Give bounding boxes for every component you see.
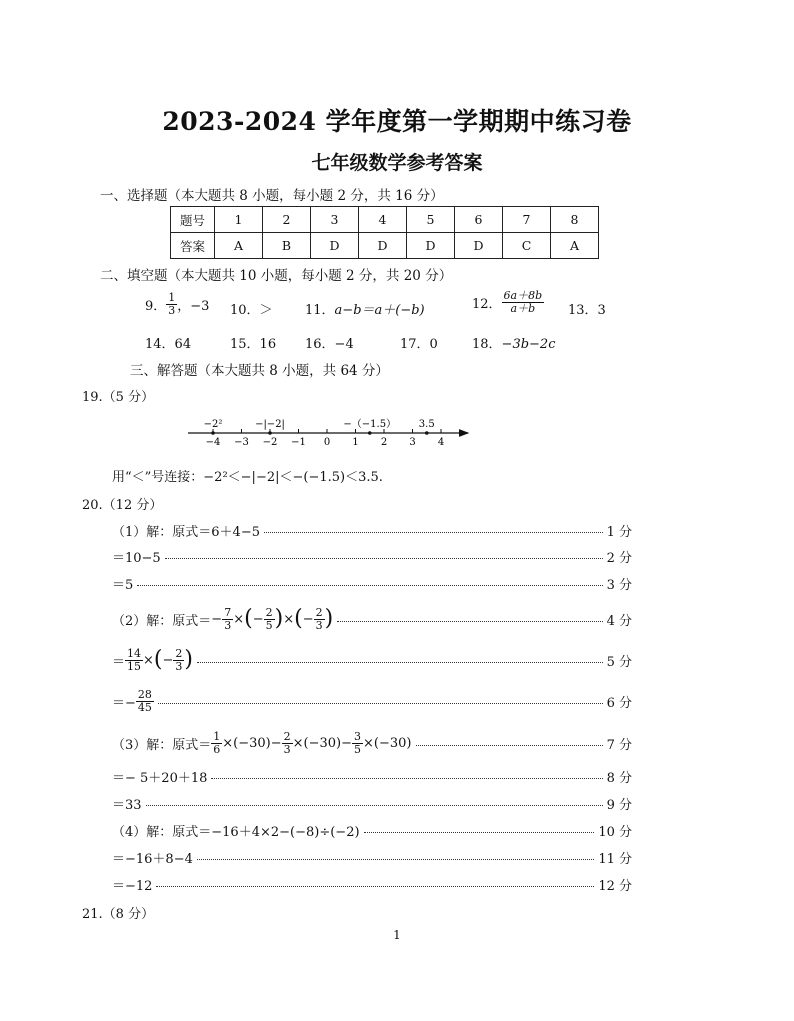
- dot-leader: [197, 662, 603, 663]
- score: 10 分: [598, 824, 632, 840]
- number-line-point: [368, 431, 372, 435]
- q20-step-7: [112, 728, 632, 758]
- denominator: 6: [213, 742, 221, 756]
- denominator: a＋b: [510, 302, 536, 315]
- answer-table: [170, 206, 599, 259]
- score: 6 分: [606, 695, 632, 711]
- fraction: [502, 290, 545, 315]
- q20-step-8: [112, 766, 632, 786]
- table-cell: D: [311, 233, 359, 259]
- page-subtitle: 七年级数学参考答案: [311, 152, 483, 174]
- table-header-cell: 题号: [171, 207, 215, 233]
- dot-leader: [337, 621, 602, 622]
- denominator: 5: [354, 742, 362, 756]
- table-header-cell: 答案: [171, 233, 215, 259]
- step-text: （1）解：原式＝6＋4−5: [112, 524, 260, 540]
- fraction: [352, 731, 363, 756]
- fill-q10: [230, 299, 273, 318]
- q20-step-3: [112, 573, 632, 593]
- numerator: 6a＋8b: [503, 289, 543, 302]
- q20-step-5: [112, 645, 632, 675]
- fill-q18: [472, 333, 555, 352]
- q21-label: 21.（8 分）: [82, 907, 155, 922]
- denominator: 3: [175, 659, 183, 673]
- fraction: [264, 607, 275, 632]
- fraction: [173, 648, 184, 673]
- table-cell: B: [263, 233, 311, 259]
- denominator: 45: [137, 700, 152, 714]
- q-label: 16．: [305, 337, 335, 352]
- score: 7 分: [606, 737, 632, 753]
- numerator: 28: [137, 687, 152, 701]
- step-prefix: ＝: [112, 654, 126, 670]
- expr-part: ×(−30)−: [222, 735, 282, 751]
- step-text: ＝5: [112, 577, 134, 593]
- q-label: 10．: [230, 303, 260, 318]
- number-line-tick-label: −3: [234, 437, 249, 448]
- section-1-heading: 一、选择题（本大题共 8 小题，每小题 2 分，共 16 分）: [100, 188, 444, 204]
- numerator: 7: [224, 605, 232, 619]
- step-prefix: ＝−: [112, 695, 136, 711]
- step-prefix: （2）解：原式＝: [112, 613, 212, 629]
- fraction: [166, 292, 177, 317]
- fraction: [136, 689, 154, 714]
- numerator: 2: [265, 605, 273, 619]
- answer-text: 3: [597, 303, 606, 318]
- numerator: 1: [168, 291, 176, 304]
- numerator: 2: [315, 605, 323, 619]
- number-line-tick-label: −1: [291, 437, 306, 448]
- q-label: 18．: [472, 337, 502, 352]
- q-label: 14．: [145, 337, 175, 352]
- sign: −: [211, 611, 223, 627]
- dot-leader: [211, 778, 602, 779]
- answer-text: 64: [174, 337, 192, 352]
- paren: ): [274, 606, 284, 631]
- answer-text: ＞: [259, 303, 273, 318]
- page-title: 2023-2024 学年度第一学期期中练习卷: [162, 107, 632, 136]
- dot-leader: [364, 832, 595, 833]
- number-line: [180, 412, 480, 448]
- step-text: （4）解：原式＝−16＋4×2−(−8)÷(−2): [112, 824, 360, 840]
- table-cell: C: [503, 233, 551, 259]
- q20-step-11: [112, 847, 632, 867]
- number-line-point-label: −|−2|: [255, 419, 285, 430]
- score: 11 分: [598, 851, 632, 867]
- table-cell: 8: [551, 207, 599, 233]
- answer-text: −3b−2c: [501, 337, 556, 352]
- q19-conclusion: 用“＜”号连接：−2²＜−|−2|＜−(−1.5)＜3.5.: [112, 470, 383, 485]
- fraction: [222, 607, 233, 632]
- table-cell: A: [215, 233, 263, 259]
- step-text: ＝10−5: [112, 550, 161, 566]
- number-line-tick-label: −2: [262, 437, 278, 448]
- paren: ): [324, 606, 334, 631]
- score: 1 分: [606, 524, 632, 540]
- q-label: 11．: [305, 303, 335, 318]
- table-row-answers: [171, 233, 599, 259]
- table-cell: 2: [263, 207, 311, 233]
- dot-leader: [137, 585, 602, 586]
- q20-step-9: [112, 793, 632, 813]
- numerator: 2: [175, 646, 183, 660]
- step-text: ＝−12: [112, 878, 153, 894]
- step-text: [112, 648, 193, 673]
- numerator: 3: [354, 729, 362, 743]
- denominator: 5: [265, 618, 273, 632]
- q20-step-12: [112, 874, 632, 894]
- number-line-tick-label: −4: [205, 437, 221, 448]
- q-label: 12．: [472, 297, 502, 312]
- table-cell: D: [407, 233, 455, 259]
- fill-q11: [305, 299, 425, 318]
- answer-text: −4: [334, 337, 354, 352]
- denominator: 3: [315, 618, 323, 632]
- dot-leader: [158, 703, 603, 704]
- score: 12 分: [598, 878, 632, 894]
- number-line-point-label: −（−1.5）: [343, 419, 397, 430]
- fill-q15: [230, 333, 276, 352]
- number-line-tick-label: 3: [409, 437, 416, 448]
- table-cell: 3: [311, 207, 359, 233]
- number-line-point: [425, 431, 429, 435]
- number-line-tick-label: 1: [352, 437, 359, 448]
- q20-step-2: [112, 546, 632, 566]
- fraction: [314, 607, 325, 632]
- fill-q14: [145, 333, 191, 352]
- number-line-tick-label: 2: [380, 437, 388, 448]
- q-label: 9．: [145, 299, 167, 314]
- fill-q13: [568, 299, 606, 318]
- number-line-point-label: −2²: [203, 419, 223, 430]
- answer-text: ，−3: [177, 299, 210, 314]
- denominator: 3: [168, 304, 176, 317]
- denominator: 15: [127, 659, 142, 673]
- fraction: [282, 731, 293, 756]
- q-label: 15．: [230, 337, 260, 352]
- score: 9 分: [606, 797, 632, 813]
- table-cell: D: [359, 233, 407, 259]
- paren: (: [244, 606, 253, 631]
- dot-leader: [197, 859, 594, 860]
- dot-leader: [264, 532, 603, 533]
- step-text: [112, 689, 154, 714]
- score: 4 分: [606, 613, 632, 629]
- q20-label: 20.（12 分）: [82, 498, 163, 513]
- step-text: [112, 607, 333, 632]
- answer-text: 16: [259, 337, 277, 352]
- sign: −: [252, 611, 264, 627]
- numerator: 14: [127, 646, 142, 660]
- answer-text: 0: [429, 337, 438, 352]
- table-cell: 6: [455, 207, 503, 233]
- section-3-heading: 三、解答题（本大题共 8 小题，共 64 分）: [130, 363, 389, 379]
- operator: ×: [143, 652, 154, 668]
- table-cell: D: [455, 233, 503, 259]
- step-prefix: （3）解：原式＝: [112, 737, 212, 753]
- operator: ×: [283, 611, 295, 627]
- table-row-numbers: [171, 207, 599, 233]
- denominator: 3: [224, 618, 232, 632]
- fill-q12: [472, 290, 544, 315]
- step-text: ＝−16＋8−4: [112, 851, 193, 867]
- answer-text: a−b＝a＋(−b): [334, 303, 425, 318]
- q20-step-1: [112, 520, 632, 540]
- paren: (: [153, 647, 163, 672]
- number-line-point-label: 3.5: [418, 419, 435, 430]
- q20-step-6: [112, 686, 632, 716]
- score: 3 分: [606, 577, 632, 593]
- fill-q17: [400, 333, 438, 352]
- number-line-tick-label: 4: [437, 437, 445, 448]
- expr-part: ×(−30): [363, 735, 412, 751]
- fill-q16: [305, 333, 354, 352]
- fraction: [125, 648, 143, 673]
- paren: ): [184, 647, 194, 672]
- step-text: [112, 731, 412, 756]
- score: 2 分: [606, 550, 632, 566]
- q-label: 13．: [568, 303, 598, 318]
- paren: (: [294, 606, 303, 631]
- table-cell: 5: [407, 207, 455, 233]
- dot-leader: [416, 745, 603, 746]
- q20-step-4: [112, 604, 632, 634]
- dot-leader: [146, 805, 603, 806]
- sign: −: [162, 652, 174, 668]
- section-2-heading: 二、填空题（本大题共 10 小题，每小题 2 分，共 20 分）: [100, 268, 453, 284]
- number-line-point: [211, 431, 215, 435]
- numerator: 1: [213, 729, 221, 743]
- dot-leader: [165, 558, 603, 559]
- fill-q9: [145, 292, 209, 317]
- table-cell: 7: [503, 207, 551, 233]
- expr-part: ×(−30)−: [292, 735, 353, 751]
- table-cell: A: [551, 233, 599, 259]
- number-line-point: [268, 431, 272, 435]
- dot-leader: [156, 886, 594, 887]
- step-text: ＝− 5＋20＋18: [112, 770, 208, 786]
- q19-label: 19.（5 分）: [82, 390, 155, 405]
- page-number: 1: [393, 928, 401, 942]
- fraction: [211, 731, 222, 756]
- number-line-tick-label: 0: [323, 437, 331, 448]
- step-text: ＝33: [112, 797, 142, 813]
- sign: −: [302, 611, 314, 627]
- score: 8 分: [606, 770, 632, 786]
- table-cell: 4: [359, 207, 407, 233]
- score: 5 分: [606, 654, 632, 670]
- q-label: 17．: [400, 337, 430, 352]
- q20-step-10: [112, 820, 632, 840]
- table-cell: 1: [215, 207, 263, 233]
- operator: ×: [233, 611, 245, 627]
- denominator: 3: [283, 742, 291, 756]
- numerator: 2: [283, 729, 291, 743]
